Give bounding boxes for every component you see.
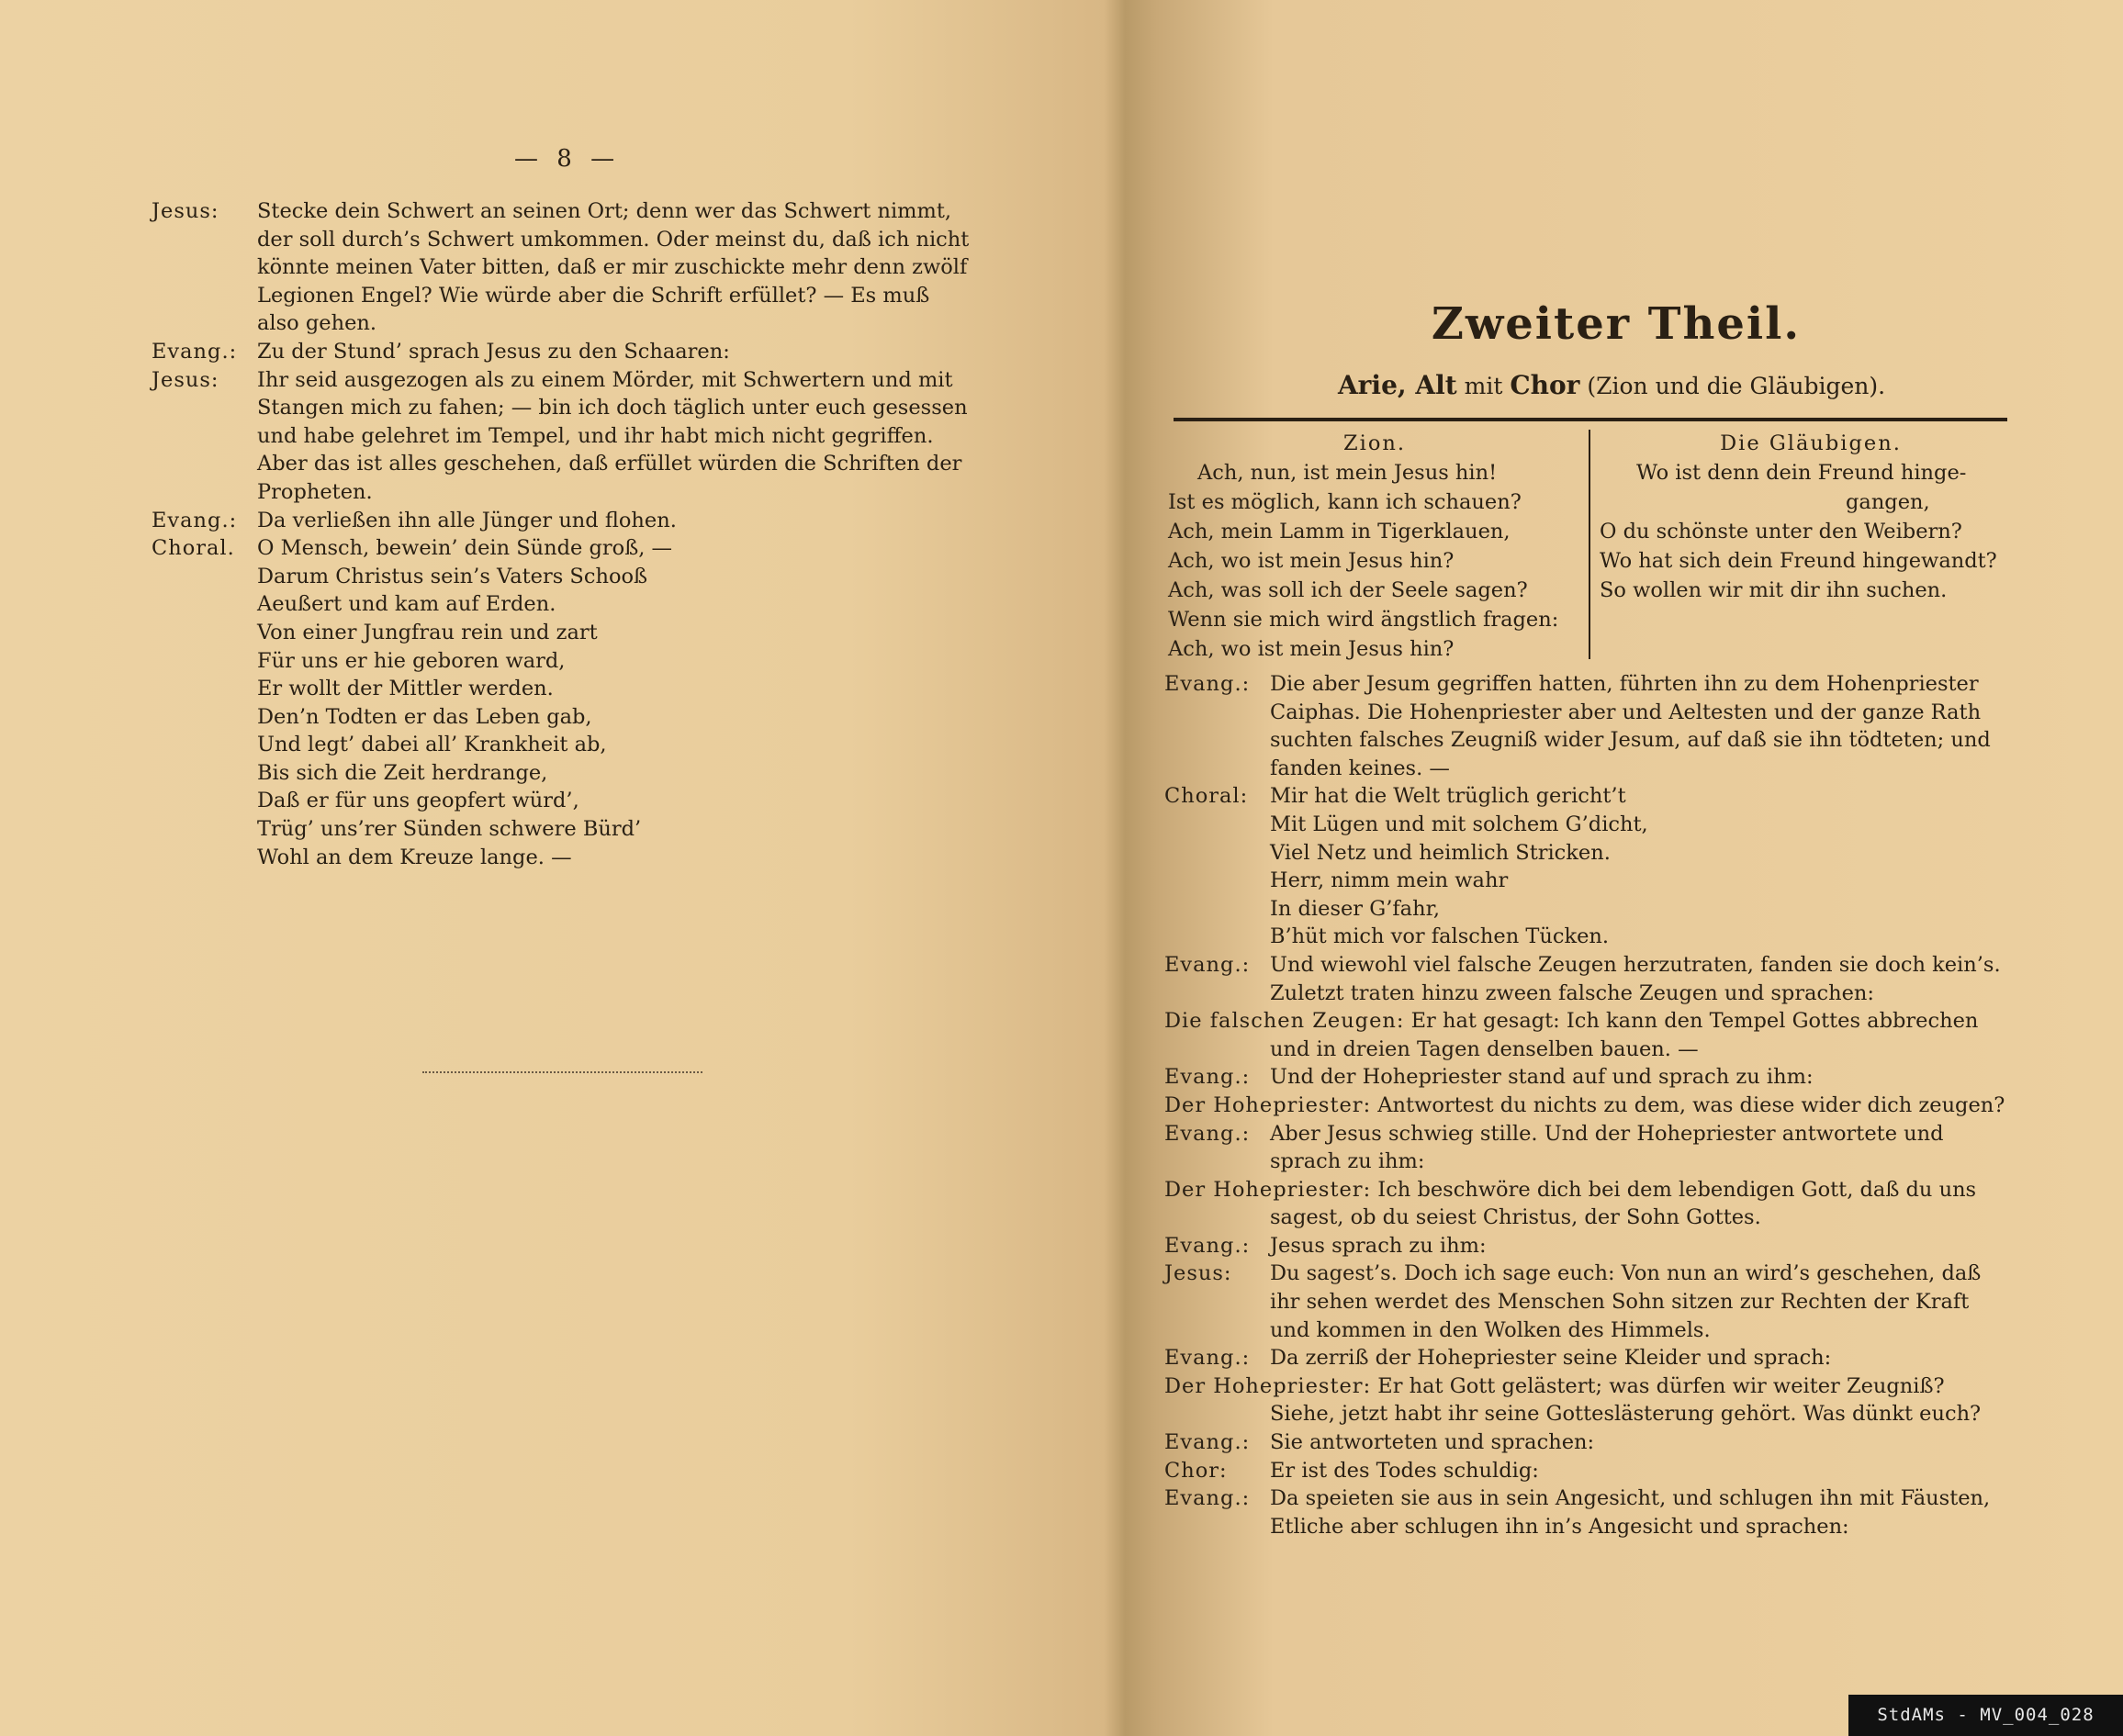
line-text: Zuletzt traten hinzu zween falsche Zeugen und sprachen: bbox=[1270, 980, 1874, 1005]
line-text: Bis sich die Zeit herdrange, bbox=[257, 760, 548, 785]
text-line bbox=[1164, 1400, 2083, 1428]
line-text: B’hüt mich vor falschen Tücken. bbox=[1270, 924, 1610, 949]
glaeubigen-verse-line: So wollen wir mit dir ihn suchen. bbox=[1600, 578, 1948, 602]
text-line bbox=[1164, 1513, 2083, 1541]
line-text: Den’n Todten er das Leben gab, bbox=[257, 704, 592, 729]
text-line bbox=[1164, 811, 2083, 839]
text-line bbox=[1164, 1092, 2083, 1120]
zion-verse-line: Ach, wo ist mein Jesus hin? bbox=[1168, 637, 1455, 661]
speaker-label: Chor: bbox=[1164, 1458, 1228, 1483]
line-text: Für uns er hie geboren ward, bbox=[257, 648, 566, 673]
text-line bbox=[1164, 1148, 2083, 1176]
line-text: fanden keines. — bbox=[1270, 756, 1450, 780]
text-line bbox=[1164, 1232, 2083, 1260]
text-line bbox=[152, 844, 996, 872]
part-title: Zweiter Theil. bbox=[1431, 298, 1802, 350]
text-line bbox=[152, 226, 996, 254]
line-text: Trüg’ uns’rer Sünden schwere Bürd’ bbox=[257, 817, 642, 842]
line-text: Er hat gesagt: Ich kann den Tempel Gottes abbrechen bbox=[1404, 1009, 1979, 1034]
text-line bbox=[152, 478, 996, 507]
line-text: Antwortest du nichts zu dem, was diese wider dich zeugen? bbox=[1371, 1092, 2005, 1117]
speaker-label: Evang.: bbox=[1164, 1121, 1251, 1146]
zion-verse-line: Ach, wo ist mein Jesus hin? bbox=[1168, 549, 1455, 573]
line-text: Viel Netz und heimlich Stricken. bbox=[1270, 840, 1611, 865]
line-text: Die aber Jesum gegriffen hatten, führten ihn zu dem Hohenpriester bbox=[1270, 672, 1979, 696]
speaker-label: Evang.: bbox=[1164, 1065, 1251, 1090]
line-text: Daß er für uns geopfert würd’, bbox=[257, 789, 579, 813]
text-line bbox=[152, 787, 996, 815]
line-text: O Mensch, bewein’ dein Sünde groß, — bbox=[257, 536, 673, 561]
aria-heading-rest: (Zion und die Gläubigen). bbox=[1587, 373, 1886, 399]
speaker-label: Der Hohepriester: bbox=[1164, 1092, 1372, 1117]
text-line bbox=[152, 590, 996, 619]
text-line bbox=[152, 253, 996, 282]
text-line bbox=[1164, 699, 2083, 727]
line-text: Legionen Engel? Wie würde aber die Schrift erfüllet? — Es muß bbox=[257, 283, 930, 308]
text-line bbox=[1164, 1007, 2083, 1036]
zion-verse-line: Wenn sie mich wird ängstlich fragen: bbox=[1168, 608, 1559, 632]
text-line bbox=[152, 703, 996, 732]
text-line bbox=[1164, 1316, 2083, 1345]
aria-heading-mid: mit bbox=[1464, 373, 1503, 399]
line-text: Da speieten sie aus in sein Angesicht, und schlugen ihn mit Fäusten, bbox=[1270, 1486, 1991, 1511]
glaeubigen-verse-line: O du schönste unter den Weibern? bbox=[1600, 520, 1962, 543]
line-text: Ich beschwöre dich bei dem lebendigen Gott, daß du uns bbox=[1371, 1177, 1977, 1202]
speaker-label: Jesus: bbox=[152, 199, 219, 223]
text-line bbox=[1164, 980, 2083, 1008]
speaker-label: Der Hohepriester: bbox=[1164, 1177, 1372, 1202]
text-line bbox=[152, 338, 996, 366]
glaeubigen-verse-line: gangen, bbox=[1846, 490, 1930, 514]
line-text: Du sagest’s. Doch ich sage euch: Von nun an wird’s geschehen, daß bbox=[1270, 1261, 1982, 1286]
glaeubigen-heading: Die Gläubigen. bbox=[1720, 431, 1902, 455]
zion-verse-line: Ach, was soll ich der Seele sagen? bbox=[1168, 578, 1528, 602]
speaker-label: Choral: bbox=[1164, 784, 1249, 809]
line-text: und in dreien Tagen denselben bauen. — bbox=[1270, 1036, 1699, 1061]
line-text: sprach zu ihm: bbox=[1270, 1149, 1425, 1174]
aria-heading-bold2: Chor bbox=[1510, 370, 1580, 400]
text-line bbox=[1164, 895, 2083, 924]
line-text: Jesus sprach zu ihm: bbox=[1270, 1233, 1487, 1258]
text-line bbox=[152, 282, 996, 310]
aria-heading bbox=[1162, 370, 2061, 400]
line-text: Und legt’ dabei all’ Krankheit ab, bbox=[257, 733, 607, 757]
line-text: Herr, nimm mein wahr bbox=[1270, 868, 1509, 893]
column-divider bbox=[1589, 430, 1590, 659]
line-text: Ihr seid ausgezogen als zu einem Mörder, mit Schwertern und mit bbox=[257, 367, 953, 392]
text-line bbox=[152, 422, 996, 451]
text-line bbox=[1164, 782, 2083, 811]
line-text: Darum Christus sein’s Vaters Schooß bbox=[257, 564, 648, 588]
line-text: In dieser G’fahr, bbox=[1270, 896, 1441, 921]
line-text: Zu der Stund’ sprach Jesus zu den Schaaren: bbox=[257, 339, 730, 364]
text-line bbox=[1164, 1372, 2083, 1401]
right-page-text bbox=[1164, 670, 2083, 1540]
line-text: der soll durch’s Schwert umkommen. Oder meinst du, daß ich nicht bbox=[257, 227, 970, 252]
text-line bbox=[1164, 1036, 2083, 1064]
line-text: Er ist des Todes schuldig: bbox=[1270, 1458, 1539, 1483]
text-line bbox=[152, 450, 996, 478]
zion-verse-line: Ist es möglich, kann ich schauen? bbox=[1168, 490, 1522, 514]
text-line bbox=[1164, 755, 2083, 783]
glaeubigen-verse-line: Wo hat sich dein Freund hingewandt? bbox=[1600, 549, 1997, 573]
speaker-label: Evang.: bbox=[1164, 1430, 1251, 1455]
speaker-label: Evang.: bbox=[1164, 1233, 1251, 1258]
line-text: Mir hat die Welt trüglich gericht’t bbox=[1270, 784, 1626, 809]
line-text: Und der Hohepriester stand auf und sprach zu ihm: bbox=[1270, 1065, 1814, 1090]
speaker-label: Jesus: bbox=[1164, 1261, 1232, 1286]
text-line bbox=[1164, 670, 2083, 699]
right-page bbox=[1102, 0, 2123, 1736]
line-text: Aber das ist alles geschehen, daß erfüllet würden die Schriften der bbox=[257, 452, 962, 476]
text-line bbox=[152, 309, 996, 338]
line-text: Mit Lügen und mit solchem G’dicht, bbox=[1270, 812, 1648, 836]
speaker-label: Evang.: bbox=[1164, 1486, 1251, 1511]
text-line bbox=[152, 197, 996, 226]
line-text: Von einer Jungfrau rein und zart bbox=[257, 620, 598, 644]
speaker-label: Evang.: bbox=[1164, 672, 1251, 696]
text-line bbox=[1164, 1176, 2083, 1204]
line-text: Er hat Gott gelästert; was dürfen wir weiter Zeugniß? bbox=[1371, 1373, 1945, 1398]
left-page-text bbox=[152, 197, 996, 871]
text-line bbox=[1164, 1063, 2083, 1092]
line-text: sagest, ob du seiest Christus, der Sohn Gottes. bbox=[1270, 1205, 1761, 1230]
speaker-label: Choral. bbox=[152, 536, 235, 561]
text-line bbox=[152, 759, 996, 788]
line-text: Da verließen ihn alle Jünger und flohen. bbox=[257, 508, 677, 532]
text-line bbox=[152, 366, 996, 395]
speaker-label: Jesus: bbox=[152, 367, 219, 392]
archive-label: StdAMs - MV_004_028 bbox=[1848, 1695, 2123, 1736]
page-number: — 8 — bbox=[514, 145, 621, 173]
line-text: Propheten. bbox=[257, 479, 373, 504]
text-line bbox=[1164, 1457, 2083, 1485]
speaker-label: Evang.: bbox=[1164, 1346, 1251, 1371]
line-text: Stangen mich zu fahen; — bin ich doch täglich unter euch gesessen bbox=[257, 396, 968, 420]
aria-heading-bold: Arie, Alt bbox=[1337, 370, 1457, 400]
glaeubigen-verse-line: Wo ist denn dein Freund hinge- bbox=[1636, 461, 1967, 485]
line-text: Wohl an dem Kreuze lange. — bbox=[257, 845, 572, 869]
line-text: Aeußert und kam auf Erden. bbox=[257, 592, 556, 617]
text-line bbox=[1164, 1484, 2083, 1513]
glaeubigen-column bbox=[1600, 429, 2022, 605]
line-text: Etliche aber schlugen ihn in’s Angesicht und sprachen: bbox=[1270, 1514, 1849, 1539]
speaker-label: Evang.: bbox=[152, 508, 238, 532]
text-line bbox=[1164, 1428, 2083, 1457]
zion-verse-line: Ach, mein Lamm in Tigerklauen, bbox=[1168, 520, 1511, 543]
text-line bbox=[1164, 1260, 2083, 1288]
speaker-label: Der Hohepriester: bbox=[1164, 1373, 1372, 1398]
line-text: Sie antworteten und sprachen: bbox=[1270, 1430, 1595, 1455]
line-text: Aber Jesus schwieg stille. Und der Hohepriester antwortete und bbox=[1270, 1121, 1944, 1146]
text-line bbox=[1164, 839, 2083, 868]
speaker-label: Evang.: bbox=[152, 339, 238, 364]
text-line bbox=[152, 731, 996, 759]
text-line bbox=[1164, 867, 2083, 895]
speaker-label: Evang.: bbox=[1164, 952, 1251, 977]
heading-rule bbox=[1174, 418, 2007, 421]
zion-column bbox=[1168, 429, 1581, 664]
zion-verse-line: Ach, nun, ist mein Jesus hin! bbox=[1197, 461, 1498, 485]
section-divider bbox=[422, 1071, 702, 1073]
text-line bbox=[152, 394, 996, 422]
line-text: Und wiewohl viel falsche Zeugen herzutraten, fanden sie doch kein’s. bbox=[1270, 952, 2001, 977]
line-text: ihr sehen werdet des Menschen Sohn sitzen zur Rechten der Kraft bbox=[1270, 1290, 1970, 1315]
line-text: Da zerriß der Hohepriester seine Kleider und sprach: bbox=[1270, 1346, 1832, 1371]
line-text: suchten falsches Zeugniß wider Jesum, auf daß sie ihn tödteten; und bbox=[1270, 728, 1991, 753]
text-line bbox=[1164, 1204, 2083, 1232]
text-line bbox=[1164, 1344, 2083, 1372]
text-line bbox=[152, 534, 996, 563]
text-line bbox=[1164, 1120, 2083, 1148]
text-line bbox=[152, 619, 996, 647]
line-text: Siehe, jetzt habt ihr seine Gotteslästerung gehört. Was dünkt euch? bbox=[1270, 1402, 1982, 1427]
line-text: also gehen. bbox=[257, 311, 377, 336]
line-text: Er wollt der Mittler werden. bbox=[257, 677, 554, 701]
text-line bbox=[152, 815, 996, 844]
text-line bbox=[152, 675, 996, 703]
text-line bbox=[152, 563, 996, 591]
line-text: Caiphas. Die Hohenpriester aber und Aeltesten und der ganze Rath bbox=[1270, 700, 1982, 724]
text-line bbox=[1164, 726, 2083, 755]
line-text: und habe gelehret im Tempel, und ihr habt mich nicht gegriffen. bbox=[257, 423, 934, 448]
line-text: Stecke dein Schwert an seinen Ort; denn wer das Schwert nimmt, bbox=[257, 199, 952, 223]
zion-heading: Zion. bbox=[1342, 431, 1407, 455]
text-line bbox=[1164, 1288, 2083, 1316]
speaker-label: Die falschen Zeugen: bbox=[1164, 1009, 1405, 1034]
text-line bbox=[1164, 923, 2083, 951]
text-line bbox=[1164, 951, 2083, 980]
line-text: könnte meinen Vater bitten, daß er mir zuschickte mehr denn zwölf bbox=[257, 255, 968, 280]
text-line bbox=[152, 507, 996, 535]
line-text: und kommen in den Wolken des Himmels. bbox=[1270, 1317, 1711, 1342]
text-line bbox=[152, 647, 996, 676]
